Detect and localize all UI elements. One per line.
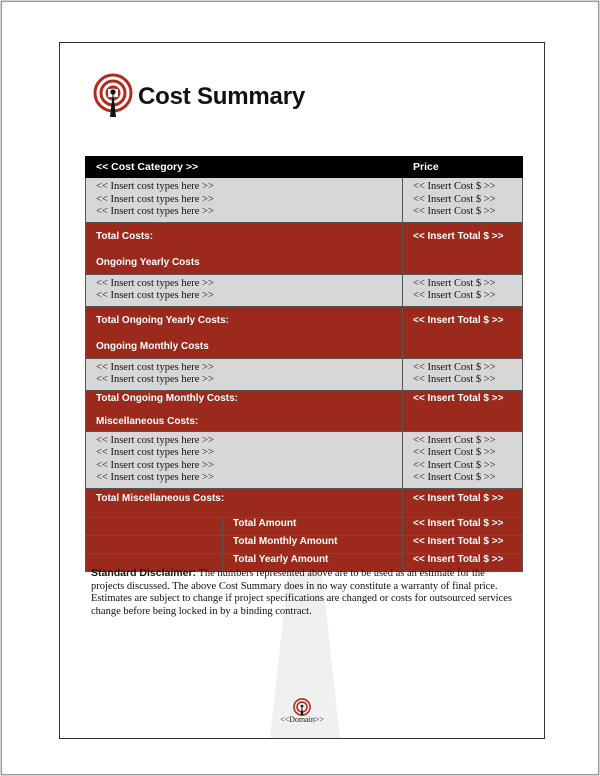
cost-summary-table [85,156,523,572]
cost-type-placeholder: << Insert cost types here >> [96,277,214,289]
table-row [86,358,523,390]
total-costs-label: Total Costs: [96,230,154,242]
footer-logo-icon [292,698,312,716]
total-miscellaneous-label: Total Miscellaneous Costs: [86,488,403,517]
total-yearly-amount-value: << Insert Total $ >> [403,553,523,571]
cost-type-placeholder: << Insert cost types here >> [96,472,214,483]
footer-domain: <<Domain>> [280,715,324,724]
table-row [86,274,523,306]
cost-value-placeholder: << Insert Cost $ >> [413,459,496,471]
total-ongoing-yearly-value: << Insert Total $ >> [413,314,504,326]
disclaimer-heading: Standard Disclaimer: [91,567,197,579]
cost-value-placeholder: << Insert Cost $ >> [413,434,496,446]
section-heading-ongoing-monthly: Ongoing Monthly Costs [96,340,209,352]
cost-type-placeholder: << Insert cost types here >> [96,361,214,373]
total-ongoing-yearly-label: Total Ongoing Yearly Costs: [96,314,229,326]
total-ongoing-monthly-value: << Insert Total $ >> [413,392,504,404]
cost-type-placeholder: << Insert cost types here >> [96,374,214,385]
total-ongoing-yearly-row [86,306,523,358]
table-header-row [86,157,523,178]
cost-type-placeholder: << Insert cost types here >> [96,290,214,301]
total-miscellaneous-value: << Insert Total $ >> [403,488,523,517]
total-ongoing-monthly-row [86,390,523,431]
total-amount-value: << Insert Total $ >> [403,517,523,535]
page-frame [1,1,599,775]
cost-value-placeholder: << Insert Cost $ >> [413,181,496,192]
total-ongoing-monthly-label: Total Ongoing Monthly Costs: [96,392,239,404]
page-title: Cost Summary [138,83,305,110]
table-row [86,178,523,223]
disclaimer-text: The numbers represented above are to be used as an estimate for the projects discussed. The above Cost Summary does in no way constitute a warranty of final price. Estimates are subject to change if project specifications are changed or costs for outsourced services change before being locked in by a binding contract. [91,568,513,617]
broadcast-tower-icon [92,73,134,121]
cost-category-header: << Cost Category >> [86,157,403,178]
cost-value-placeholder: << Insert Cost $ >> [413,206,496,217]
document-page [59,42,545,739]
total-monthly-amount-label: Total Monthly Amount [223,535,403,553]
price-header: Price [403,157,523,178]
total-monthly-amount-value: << Insert Total $ >> [403,535,523,553]
cost-type-placeholder: << Insert cost types here >> [96,434,214,446]
cost-value-placeholder: << Insert Cost $ >> [413,447,496,458]
cost-value-placeholder: << Insert Cost $ >> [413,290,496,301]
cost-type-placeholder: << Insert cost types here >> [96,193,214,205]
cost-value-placeholder: << Insert Cost $ >> [413,361,496,373]
cost-value-placeholder: << Insert Cost $ >> [413,193,496,205]
total-amount-row [86,517,523,535]
standard-disclaimer [91,567,517,618]
total-costs-value: << Insert Total $ >> [413,230,504,242]
total-yearly-amount-label: Total Yearly Amount [223,553,403,571]
cost-value-placeholder: << Insert Cost $ >> [413,472,496,483]
cost-type-placeholder: << Insert cost types here >> [96,206,214,217]
cost-type-placeholder: << Insert cost types here >> [96,459,214,471]
total-amount-label: Total Amount [223,517,403,535]
total-miscellaneous-row [86,488,523,517]
cost-type-placeholder: << Insert cost types here >> [96,447,214,458]
cost-value-placeholder: << Insert Cost $ >> [413,277,496,289]
cost-value-placeholder: << Insert Cost $ >> [413,374,496,385]
section-heading-ongoing-yearly: Ongoing Yearly Costs [96,256,200,268]
total-costs-row [86,222,523,274]
section-heading-miscellaneous: Miscellaneous Costs: [96,415,199,427]
cost-type-placeholder: << Insert cost types here >> [96,181,214,192]
table-row [86,431,523,488]
total-monthly-amount-row [86,535,523,553]
